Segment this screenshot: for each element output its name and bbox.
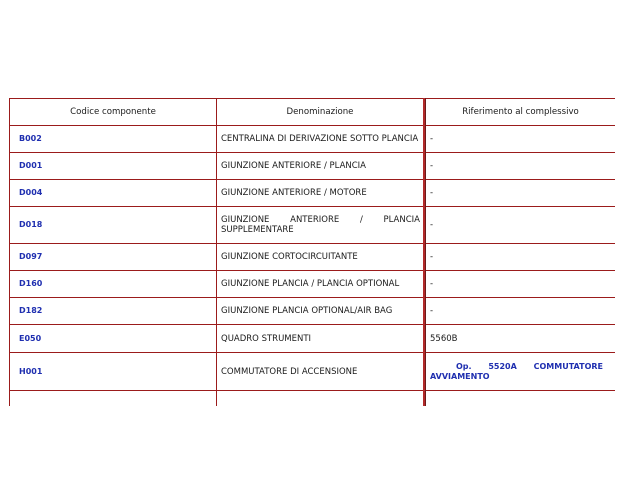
name-line-2: SUPPLEMENTARE xyxy=(221,225,294,235)
component-code: D182 xyxy=(19,306,43,315)
component-name: GIUNZIONE CORTOCIRCUITANTE xyxy=(221,252,358,262)
component-name: QUADRO STRUMENTI xyxy=(221,333,312,344)
component-ref: - xyxy=(430,220,434,230)
name-word: ANTERIORE xyxy=(290,215,340,225)
ref-word: 5520A xyxy=(488,361,517,371)
component-ref xyxy=(426,353,615,390)
header-codice-componente: Codice componente xyxy=(70,107,156,117)
component-ref: - xyxy=(430,279,434,289)
component-name: GIUNZIONE ANTERIORE / MOTORE xyxy=(221,188,367,198)
component-code: E050 xyxy=(19,333,42,343)
component-name: GIUNZIONE ANTERIORE / PLANCIA xyxy=(221,161,366,171)
component-ref: - xyxy=(430,188,434,198)
component-name: GIUNZIONE PLANCIA / PLANCIA OPTIONAL xyxy=(221,279,400,289)
ref-line-2: AVVIAMENTO xyxy=(430,371,490,381)
header-denominazione: Denominazione xyxy=(286,107,354,117)
component-code: H001 xyxy=(19,366,43,376)
component-code: B002 xyxy=(19,134,42,143)
component-code: D004 xyxy=(19,188,43,197)
ref-word: COMMUTATORE xyxy=(533,361,603,371)
name-word: GIUNZIONE xyxy=(221,215,270,225)
components-table xyxy=(9,98,615,406)
component-name: GIUNZIONE PLANCIA OPTIONAL/AIR BAG xyxy=(221,306,393,316)
name-word: / xyxy=(359,215,363,225)
component-name xyxy=(217,207,423,243)
component-ref: 5560B xyxy=(430,333,458,344)
component-code: D160 xyxy=(19,279,43,288)
component-ref: - xyxy=(430,134,434,144)
name-word: PLANCIA xyxy=(383,215,420,225)
component-code: D001 xyxy=(19,161,43,170)
ref-word: Op. xyxy=(456,361,472,371)
component-name: CENTRALINA DI DERIVAZIONE SOTTO PLANCIA xyxy=(221,134,419,144)
component-ref: - xyxy=(430,161,434,171)
header-riferimento: Riferimento al complessivo xyxy=(462,107,579,117)
component-ref: - xyxy=(430,252,434,262)
component-code: D018 xyxy=(19,220,43,229)
component-ref: - xyxy=(430,306,434,316)
component-name: COMMUTATORE DI ACCENSIONE xyxy=(221,366,358,377)
component-code: D097 xyxy=(19,252,43,261)
